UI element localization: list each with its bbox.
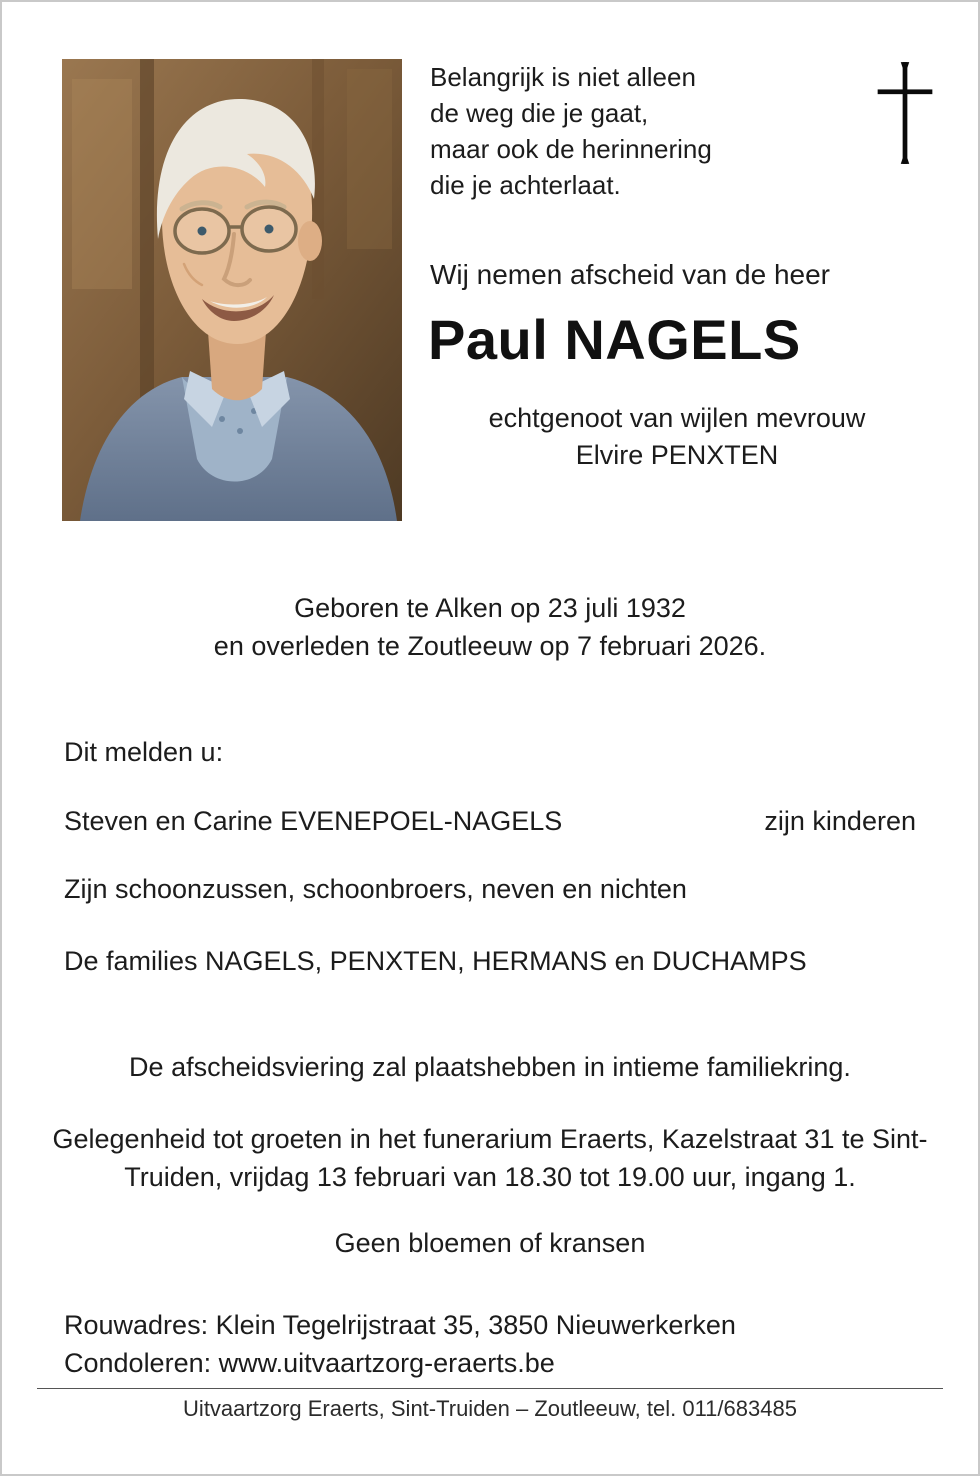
memorial-poem [412,59,942,203]
cross-icon [872,59,938,167]
deceased-name: Paul NAGELS [428,308,801,371]
spouse-prefix: echtgenoot van wijlen mevrouw [488,403,866,433]
mourning-address-line: Rouwadres: Klein Tegelrijstraat 35, 3850 Nieuwerkerken [64,1310,736,1340]
spouse-block [412,400,942,474]
top-section [2,2,978,521]
birth-line: Geboren te Alken op 23 juli 1932 [294,593,686,623]
poem-line: Belangrijk is niet alleen [430,62,696,92]
poem-line: maar ook de herinnering [430,134,712,164]
children-relation: zijn kinderen [764,806,916,836]
footer-divider [37,1388,943,1389]
announcement-intro: Wij nemen afscheid van de heer [430,259,830,290]
in-laws-line: Zijn schoonzussen, schoonbroers, neven en nichten [64,874,687,904]
families-line: De families NAGELS, PENXTEN, HERMANS en DUCHAMPS [64,946,807,976]
contact-block [64,1306,916,1382]
poem-line: die je achterlaat. [430,170,621,200]
spouse-name: Elvire PENXTEN [575,440,779,470]
no-flowers-line: Geen bloemen of kransen [334,1228,646,1258]
header-right-column [412,59,942,474]
portrait-photo [62,59,402,521]
death-line: en overleden te Zoutleeuw op 7 februari 2026. [213,631,767,661]
children-names: Steven en Carine EVENEPOEL-NAGELS [64,806,563,836]
children-row [64,802,916,840]
notification-heading: Dit melden u: [64,737,224,767]
funeral-home-footer: Uitvaartzorg Eraerts, Sint-Truiden – Zoutleeuw, tel. 011/683485 [183,1396,797,1421]
condolences-line: Condoleren: www.uitvaartzorg-eraerts.be [64,1348,555,1378]
portrait-illustration [62,59,402,521]
private-service-line: De afscheidsviering zal plaatshebben in intieme familiekring. [129,1052,851,1082]
poem-line: de weg die je gaat, [430,98,649,128]
birth-death-dates [2,589,978,665]
visitation-details: Gelegenheid tot groeten in het funerarium Eraerts, Kazelstraat 31 te Sint-Truiden, vrijdag 13 februari van 18.30 tot 19.00 uur, ingang 1. [52,1124,928,1192]
